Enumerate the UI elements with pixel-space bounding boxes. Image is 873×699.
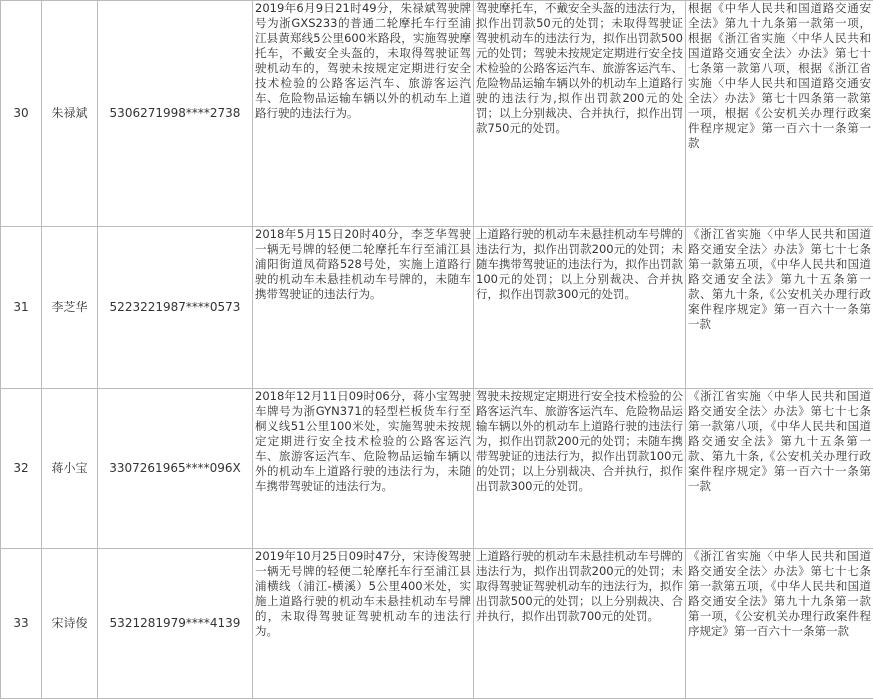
table-row (1, 549, 873, 699)
row-index: 33 (1, 549, 42, 699)
row-index: 31 (1, 227, 42, 389)
legal-basis: 《浙江省实施〈中华人民共和国道路交通安全法〉办法》第七十七条第一款第八项，《中华人民共和国道路交通安全法》第九十五条第一款、第九十条,《公安机关办理行政案件程序规定》第一百六十一条第一款 (686, 389, 873, 549)
legal-basis: 《浙江省实施〈中华人民共和国道路交通安全法〉办法》第七十七条第一款第五项，《中华人民共和国道路交通安全法》第九十九条第一款第一项，《公安机关办理行政案件程序规定》第一百六十一条第一款 (686, 549, 873, 699)
row-index: 30 (1, 1, 42, 227)
person-name: 蒋小宝 (42, 389, 98, 549)
row-index: 32 (1, 389, 42, 549)
penalty-decision: 上道路行驶的机动车未悬挂机动车号牌的违法行为，拟作出罚款200元的处罚；未随车携带驾驶证的违法行为，拟作出罚款100元的处罚；以上分别裁决、合并执行，拟作出罚款300元的处罚。 (474, 227, 686, 389)
violation-description: 2019年10月25日09时47分，宋诗俊驾驶一辆无号牌的轻便二轮摩托车行至浦江县浦横线（浦江-横溪）5公里400米处，实施上道路行驶的机动车未悬挂机动车号牌的，未取得驾驶证驾驶机动车的违法行为。 (253, 549, 474, 699)
table-row (1, 227, 873, 389)
id-number: 5223221987****0573 (98, 227, 253, 389)
table-row (1, 389, 873, 549)
table-row (1, 1, 873, 227)
legal-basis: 《浙江省实施〈中华人民共和国道路交通安全法〉办法》第七十七条第一款第五项，《中华人民共和国道路交通安全法》第九十五条第一款、第九十条,《公安机关办理行政案件程序规定》第一百六十一条第一款 (686, 227, 873, 389)
penalty-decision: 上道路行驶的机动车未悬挂机动车号牌的违法行为，拟作出罚款200元的处罚；未取得驾驶证驾驶机动车的违法行为，拟作出罚款500元的处罚；以上分别裁决、合并执行，拟作出罚款700元的处罚。 (474, 549, 686, 699)
id-number: 5306271998****2738 (98, 1, 253, 227)
id-number: 5321281979****4139 (98, 549, 253, 699)
violation-description: 2019年6月9日21时49分，朱禄斌驾驶牌号为浙GXS233的普通二轮摩托车行至浦江县黄郑线5公里600米路段，实施驾驶摩托车，不戴安全头盔的，未取得驾驶证驾驶机动车的，驾驶未按规定定期进行安全技术检验的公路客运汽车、旅游客运汽车、危险物品运输车辆以外的机动车上道路行驶的违法行为。 (253, 1, 474, 227)
legal-basis: 根据《中华人民共和国道路交通安全法》第九十九条第一款第一项，根据《浙江省实施〈中华人民共和国道路交通安全法〉办法》第七十七条第一款第八项，根据《浙江省实施〈中华人民共和国道路交通安全法〉办法》第七十四条第一款第一项，根据《公安机关办理行政案件程序规定》第一百六十一条第一款 (686, 1, 873, 227)
violation-description: 2018年12月11日09时06分，蒋小宝驾驶车牌号为浙GYN371的轻型栏板货车行至桐义线51公里100米处，实施驾驶未按规定定期进行安全技术检验的公路客运汽车、旅游客运汽车、危险物品运输车辆以外的机动车上道路行驶的违法行为，未随车携带驾驶证的违法行为。 (253, 389, 474, 549)
person-name: 李芝华 (42, 227, 98, 389)
person-name: 朱禄斌 (42, 1, 98, 227)
penalty-decision: 驾驶未按规定定期进行安全技术检验的公路客运汽车、旅游客运汽车、危险物品运输车辆以外的机动车上道路行驶的违法行为，拟作出罚款200元的处罚；未随车携带驾驶证的违法行为，拟作出罚款100元的处罚；以上分别裁决、合并执行，拟作出罚款300元的处罚。 (474, 389, 686, 549)
penalty-decision: 驾驶摩托车，不戴安全头盔的违法行为，拟作出罚款50元的处罚；未取得驾驶证驾驶机动车的违法行为，拟作出罚款500元的处罚；驾驶未按规定定期进行安全技术检验的公路客运汽车、旅游客运汽车、危险物品运输车辆以外的机动车上道路行驶的违法行为,拟作出罚款200元的处罚；以上分别裁决、合并执行，拟作出罚款750元的处罚。 (474, 1, 686, 227)
person-name: 宋诗俊 (42, 549, 98, 699)
id-number: 3307261965****096X (98, 389, 253, 549)
violation-description: 2018年5月15日20时40分，李芝华驾驶一辆无号牌的轻便二轮摩托车行至浦江县浦阳街道凤荷路528号处，实施上道路行驶的机动车未悬挂机动车号牌的，未随车携带驾驶证的违法行为。 (253, 227, 474, 389)
